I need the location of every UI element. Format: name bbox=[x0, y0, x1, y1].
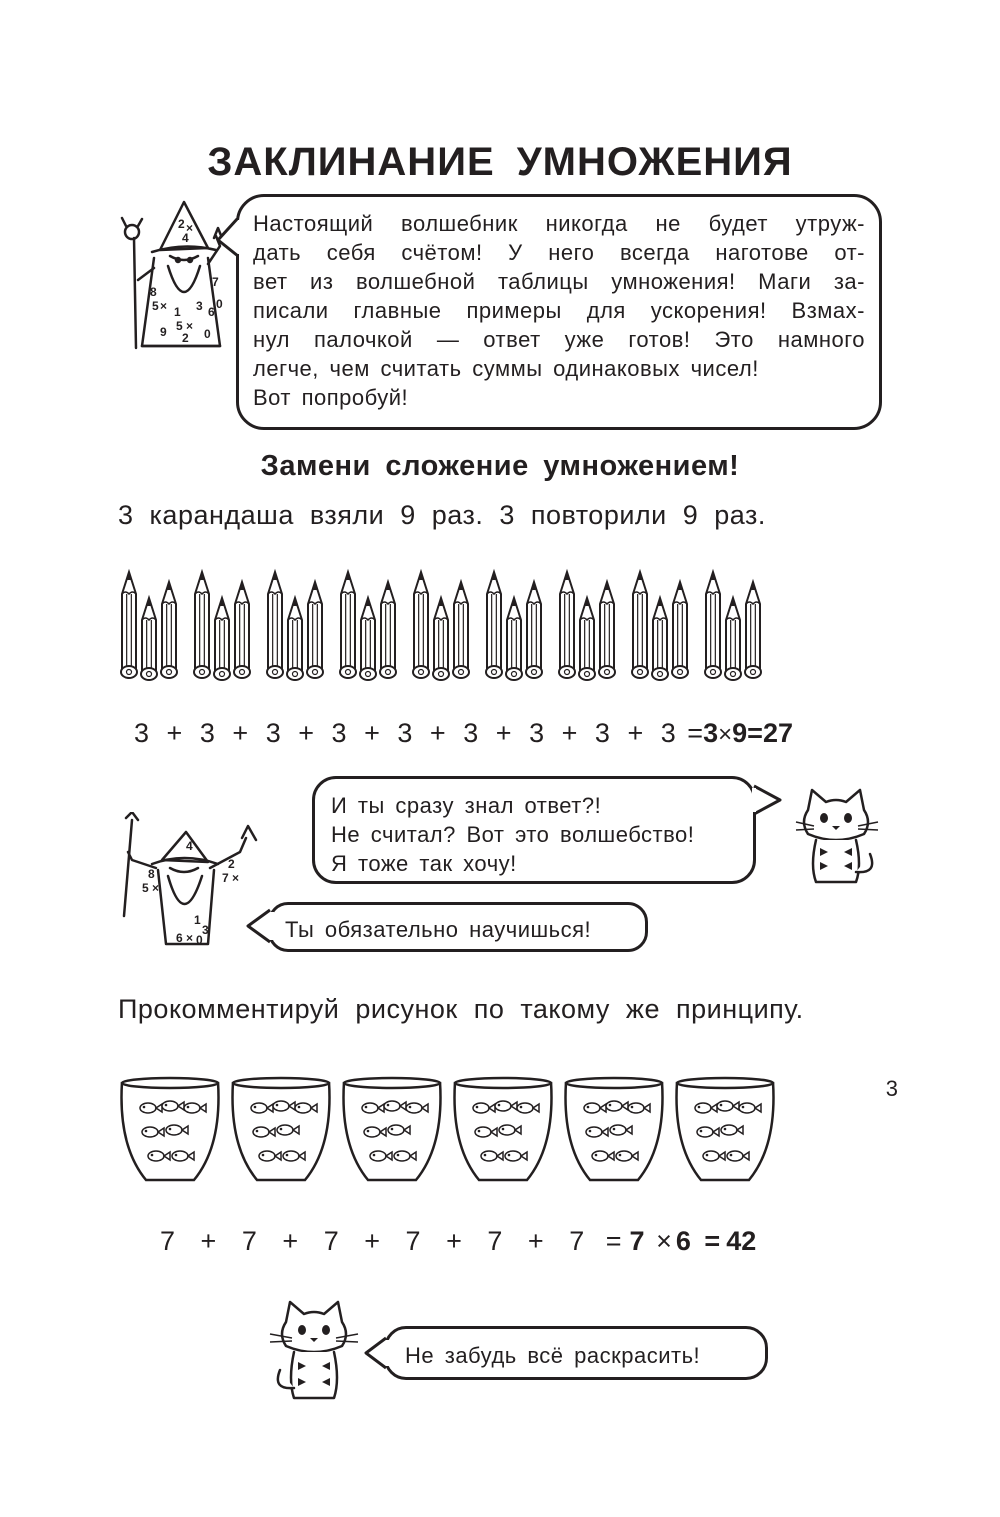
pencil-group bbox=[705, 572, 761, 680]
task-text-pencils: 3 карандаша взяли 9 раз. 3 повторили 9 раз. bbox=[118, 500, 766, 530]
wizard-reply-text: Ты обязательно научишься! bbox=[285, 917, 592, 942]
wizard2-sleeve-digit: × bbox=[232, 871, 240, 885]
eq2-plus: + bbox=[527, 1226, 544, 1256]
equation-pencils bbox=[134, 718, 793, 749]
wizard-robe-digit: 3 bbox=[196, 299, 203, 313]
intro-line: Вот попробуй! bbox=[253, 385, 409, 410]
pencil bbox=[433, 598, 449, 680]
intro-line: дать себя счётом! У него всегда наготове от- bbox=[253, 240, 865, 265]
intro-line: писали главные примеры для ускорения! Взмах- bbox=[253, 298, 865, 323]
eq1-term: 3 bbox=[199, 718, 215, 748]
wizard-robe-digit: 9 bbox=[160, 325, 167, 339]
eq2-factor-b: 6 bbox=[675, 1226, 691, 1256]
wizard2-sleeve-digit: 8 bbox=[148, 867, 155, 881]
eq2-equals-bold: = bbox=[704, 1226, 721, 1256]
intro-bubble-tail bbox=[216, 218, 242, 258]
pencil bbox=[413, 572, 429, 678]
wizard-robe-digit: 0 bbox=[216, 297, 223, 311]
pencil-group bbox=[486, 572, 542, 680]
wizard-robe-digit: 0 bbox=[204, 327, 211, 341]
wizard-robe-digit: 1 bbox=[174, 305, 181, 319]
wizard-robe-digit: 5 bbox=[152, 299, 159, 313]
page-number: 3 bbox=[885, 1076, 898, 1101]
wizard-reply-bubble bbox=[268, 902, 648, 952]
eq1-term: 3 bbox=[134, 718, 150, 748]
wizard-hat-digit: 2 bbox=[178, 217, 185, 231]
aquarium bbox=[344, 1078, 441, 1180]
pencil bbox=[287, 598, 303, 680]
pencil bbox=[725, 598, 741, 680]
wizard2-sleeve-digit: 7 bbox=[222, 871, 229, 885]
wizard2-robe-digit: 6 bbox=[176, 931, 183, 945]
intro-line: легче, чем считать суммы одинаковых чисел! bbox=[253, 356, 759, 381]
reminder-speech-bubble bbox=[384, 1326, 768, 1380]
intro-line: нул палочкой — ответ уже готов! Это намного bbox=[253, 327, 865, 352]
pencil bbox=[745, 582, 761, 678]
eq1-plus: + bbox=[232, 718, 249, 748]
pencil-group bbox=[559, 572, 615, 680]
aquarium bbox=[677, 1078, 774, 1180]
eq1-plus: + bbox=[429, 718, 446, 748]
pencil bbox=[380, 582, 396, 678]
eq1-factor-b: 9 bbox=[732, 718, 748, 748]
pencil bbox=[526, 582, 542, 678]
wizard-robe-digit: 8 bbox=[150, 285, 157, 299]
pencil bbox=[652, 598, 668, 680]
eq2-plus: + bbox=[446, 1226, 462, 1256]
pencil bbox=[506, 598, 522, 680]
eq2-times: × bbox=[656, 1226, 672, 1256]
eq1-times: × bbox=[718, 721, 733, 748]
eq2-plus: + bbox=[200, 1226, 217, 1256]
pencil bbox=[194, 572, 210, 678]
kitten-illustration bbox=[786, 786, 886, 890]
wizard2-hat-digit: 4 bbox=[186, 839, 193, 853]
eq1-term: 3 bbox=[265, 718, 281, 748]
wizard2-sleeve-digit: × bbox=[152, 881, 160, 895]
pencil bbox=[486, 572, 502, 678]
wizard-robe-digit: 7 bbox=[212, 275, 219, 289]
wizard2-sleeve-digit: 5 bbox=[142, 881, 149, 895]
aquarium bbox=[455, 1078, 552, 1180]
reminder-bubble-tail bbox=[364, 1336, 390, 1370]
aquarium-groups bbox=[118, 1076, 788, 1186]
pencil bbox=[453, 582, 469, 678]
eq1-plus: + bbox=[627, 718, 644, 748]
cat-line: Я тоже так хочу! bbox=[331, 851, 517, 876]
eq2-term: 7 bbox=[241, 1226, 257, 1256]
wizard-robe-digit: 5 bbox=[176, 319, 183, 333]
wizard-hat-digit: × bbox=[186, 221, 194, 235]
pencil bbox=[340, 572, 356, 678]
cat-bubble-tail bbox=[752, 784, 782, 818]
eq1-term: 3 bbox=[529, 718, 545, 748]
intro-line: вет из волшебной таблицы умножения! Маги за- bbox=[253, 269, 865, 294]
pencil bbox=[672, 582, 688, 678]
eq1-plus: + bbox=[364, 718, 380, 748]
pencil-group bbox=[267, 572, 323, 680]
eq2-term: 7 bbox=[569, 1226, 585, 1256]
section-subtitle: Замени сложение умножением! bbox=[260, 450, 740, 482]
wizard-hat-digit: 4 bbox=[182, 231, 189, 245]
eq2-term: 7 bbox=[405, 1226, 421, 1256]
eq1-plus: + bbox=[298, 718, 315, 748]
eq2-result: 42 bbox=[726, 1226, 757, 1256]
pencil-group bbox=[194, 572, 250, 680]
eq1-plus: + bbox=[561, 718, 578, 748]
eq1-plus: + bbox=[495, 718, 512, 748]
wizard2-robe-digit: 1 bbox=[194, 913, 201, 927]
wizard-illustration bbox=[112, 198, 232, 358]
eq1-term: 3 bbox=[463, 718, 479, 748]
cat-speech-bubble bbox=[312, 776, 756, 884]
pencil-group bbox=[121, 572, 177, 680]
aquarium bbox=[566, 1078, 663, 1180]
pencil bbox=[121, 572, 137, 678]
pencil-group bbox=[632, 572, 688, 680]
reminder-text: Не забудь всё раскрасить! bbox=[405, 1343, 701, 1368]
cat-line: Не считал? Вот это волшебство! bbox=[331, 822, 695, 847]
intro-speech-bubble bbox=[236, 194, 882, 430]
wizard2-robe-digit: 3 bbox=[202, 923, 209, 937]
pencil bbox=[360, 598, 376, 680]
eq1-equals: = bbox=[687, 718, 704, 748]
eq2-term: 7 bbox=[323, 1226, 339, 1256]
pencil bbox=[267, 572, 283, 678]
wizard-robe-digit: 2 bbox=[182, 331, 189, 345]
eq1-term: 3 bbox=[660, 718, 676, 748]
cat-line: И ты сразу знал ответ?! bbox=[331, 793, 602, 818]
task-text-aquariums: Прокомментируй рисунок по такому же принципу. bbox=[118, 994, 804, 1024]
wizard-robe-digit: × bbox=[160, 299, 168, 313]
eq1-term: 3 bbox=[331, 718, 347, 748]
pencil-group bbox=[413, 572, 469, 680]
aquarium bbox=[122, 1078, 219, 1180]
intro-line: Настоящий волшебник никогда не будет утруж- bbox=[253, 211, 865, 236]
eq2-term: 7 bbox=[487, 1226, 503, 1256]
wizard-robe-digit: × bbox=[186, 319, 194, 333]
wizard2-robe-digit: 0 bbox=[196, 933, 203, 947]
pencil bbox=[705, 572, 721, 678]
pencil bbox=[559, 572, 575, 678]
eq1-result: 27 bbox=[762, 718, 793, 748]
wizard2-sleeve-digit: 2 bbox=[228, 857, 235, 871]
eq1-equals-bold: = bbox=[747, 718, 763, 748]
eq1-term: 3 bbox=[594, 718, 610, 748]
pencil bbox=[214, 598, 230, 680]
eq2-factor-a: 7 bbox=[629, 1226, 645, 1256]
pencil-groups bbox=[118, 566, 778, 690]
pencil bbox=[234, 582, 250, 678]
kitten-illustration-2 bbox=[264, 1296, 364, 1406]
wizard-robe-digit: 6 bbox=[208, 305, 215, 319]
aquarium bbox=[233, 1078, 330, 1180]
equation-aquariums bbox=[160, 1226, 756, 1257]
eq2-equals: = bbox=[605, 1226, 622, 1256]
pencil bbox=[579, 598, 595, 680]
pencil bbox=[632, 572, 648, 678]
pencil-group bbox=[340, 572, 396, 680]
eq1-term: 3 bbox=[397, 718, 413, 748]
eq1-plus: + bbox=[166, 718, 183, 748]
eq2-plus: + bbox=[282, 1226, 299, 1256]
pencil bbox=[307, 582, 323, 678]
eq2-term: 7 bbox=[160, 1226, 176, 1256]
pencil bbox=[141, 598, 157, 680]
eq1-factor-a: 3 bbox=[703, 718, 719, 748]
page-title: ЗАКЛИНАНИЕ УМНОЖЕНИЯ bbox=[207, 140, 793, 184]
wizard-reply-bubble-tail bbox=[246, 908, 274, 944]
eq2-plus: + bbox=[364, 1226, 381, 1256]
pencil bbox=[599, 582, 615, 678]
pencil bbox=[161, 582, 177, 678]
wizard2-robe-digit: × bbox=[186, 931, 194, 945]
